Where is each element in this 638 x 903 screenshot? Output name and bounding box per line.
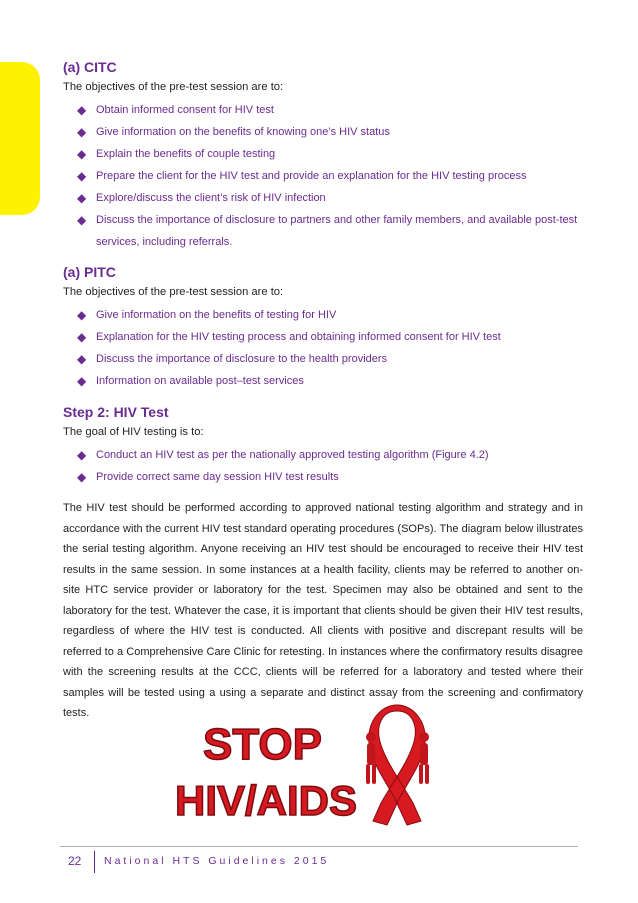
step2-bullet-list xyxy=(63,444,583,488)
citc-intro: The objectives of the pre-test session are to: xyxy=(63,81,284,93)
list-item: ◆ Explore/discuss the client’s risk of HIV infection xyxy=(63,187,583,209)
diamond-bullet-icon: ◆ xyxy=(77,470,87,484)
diamond-bullet-icon: ◆ xyxy=(77,330,87,344)
hiv-aids-text: HIV/AIDS xyxy=(175,777,358,824)
list-item: ◆ Provide correct same day session HIV test results xyxy=(63,466,583,488)
footer-divider xyxy=(94,851,95,873)
red-ribbon-icon xyxy=(369,705,425,825)
step2-section xyxy=(63,403,583,724)
diamond-bullet-icon: ◆ xyxy=(77,448,87,462)
citc-heading: (a) CITC xyxy=(63,59,117,75)
diamond-bullet-icon: ◆ xyxy=(77,352,87,366)
list-item: ◆ Explanation for the HIV testing process and obtaining informed consent for HIV test xyxy=(63,326,583,348)
diamond-bullet-icon: ◆ xyxy=(77,125,87,139)
pitc-bullet-list xyxy=(63,304,583,392)
list-item: ◆ Give information on the benefits of testing for HIV xyxy=(63,304,583,326)
page-number: 22 xyxy=(68,854,82,868)
list-item: ◆ Information on available post–test services xyxy=(63,370,583,392)
citc-section xyxy=(63,58,583,253)
diamond-bullet-icon: ◆ xyxy=(77,169,87,183)
diamond-bullet-icon: ◆ xyxy=(77,191,87,205)
diamond-bullet-icon: ◆ xyxy=(77,213,87,227)
pitc-intro: The objectives of the pre-test session are to: xyxy=(63,286,284,298)
footer-rule xyxy=(60,846,578,847)
figure-left-icon xyxy=(366,732,376,784)
step2-heading: Step 2: HIV Test xyxy=(63,404,169,420)
figure-right-icon xyxy=(419,732,429,784)
footer-title: National HTS Guidelines 2015 xyxy=(104,855,330,867)
yellow-side-tab xyxy=(0,62,40,215)
list-item: ◆ Obtain informed consent for HIV test xyxy=(63,99,583,121)
list-item: ◆ Conduct an HIV test as per the nationally approved testing algorithm (Figure 4.2) xyxy=(63,444,583,466)
step2-intro: The goal of HIV testing is to: xyxy=(63,426,204,438)
list-item: ◆ Discuss the importance of disclosure to the health providers xyxy=(63,348,583,370)
stop-text: STOP xyxy=(203,720,323,769)
diamond-bullet-icon: ◆ xyxy=(77,308,87,322)
pitc-section xyxy=(63,263,583,392)
list-item: ◆ Give information on the benefits of knowing one’s HIV status xyxy=(63,121,583,143)
pitc-heading: (a) PITC xyxy=(63,264,116,280)
citc-bullet-list xyxy=(63,99,583,253)
diamond-bullet-icon: ◆ xyxy=(77,103,87,117)
list-item: ◆ Prepare the client for the HIV test and provide an explanation for the HIV testing process xyxy=(63,165,583,187)
diamond-bullet-icon: ◆ xyxy=(77,147,87,161)
body-paragraph: The HIV test should be performed according to approved national testing algorithm and strategy and in accordance with the current HIV test standard operating procedures (SOPs). The diagram below illustrates the serial testing algorithm. Anyone receiving an HIV test should be encouraged to receive their HIV test results in the same session. In some instances at a health facility, clients may be referred to another on-site HTC service provider or laboratory for the test. Specimen may also be obtained and sent to the laboratory for the test. Whatever the case, it is important that clients should be given their HIV test results, regardless of where the HIV test is conducted. All clients with positive and discrepant results will be referred to a Comprehensive Care Clinic for retesting. In instances where the confirmatory results disagree with the screening results at the CCC, clients will be referred for a laboratory and tested where their samples will be tested using a using a separate and distinct assay from the screening and confirmatory tests. xyxy=(63,502,583,719)
stop-hiv-aids-graphic xyxy=(175,703,435,831)
list-item: ◆ Discuss the importance of disclosure to partners and other family members, and available post-test services, including referrals. xyxy=(63,209,583,253)
page-content xyxy=(63,58,583,724)
diamond-bullet-icon: ◆ xyxy=(77,374,87,388)
list-item: ◆ Explain the benefits of couple testing xyxy=(63,143,583,165)
